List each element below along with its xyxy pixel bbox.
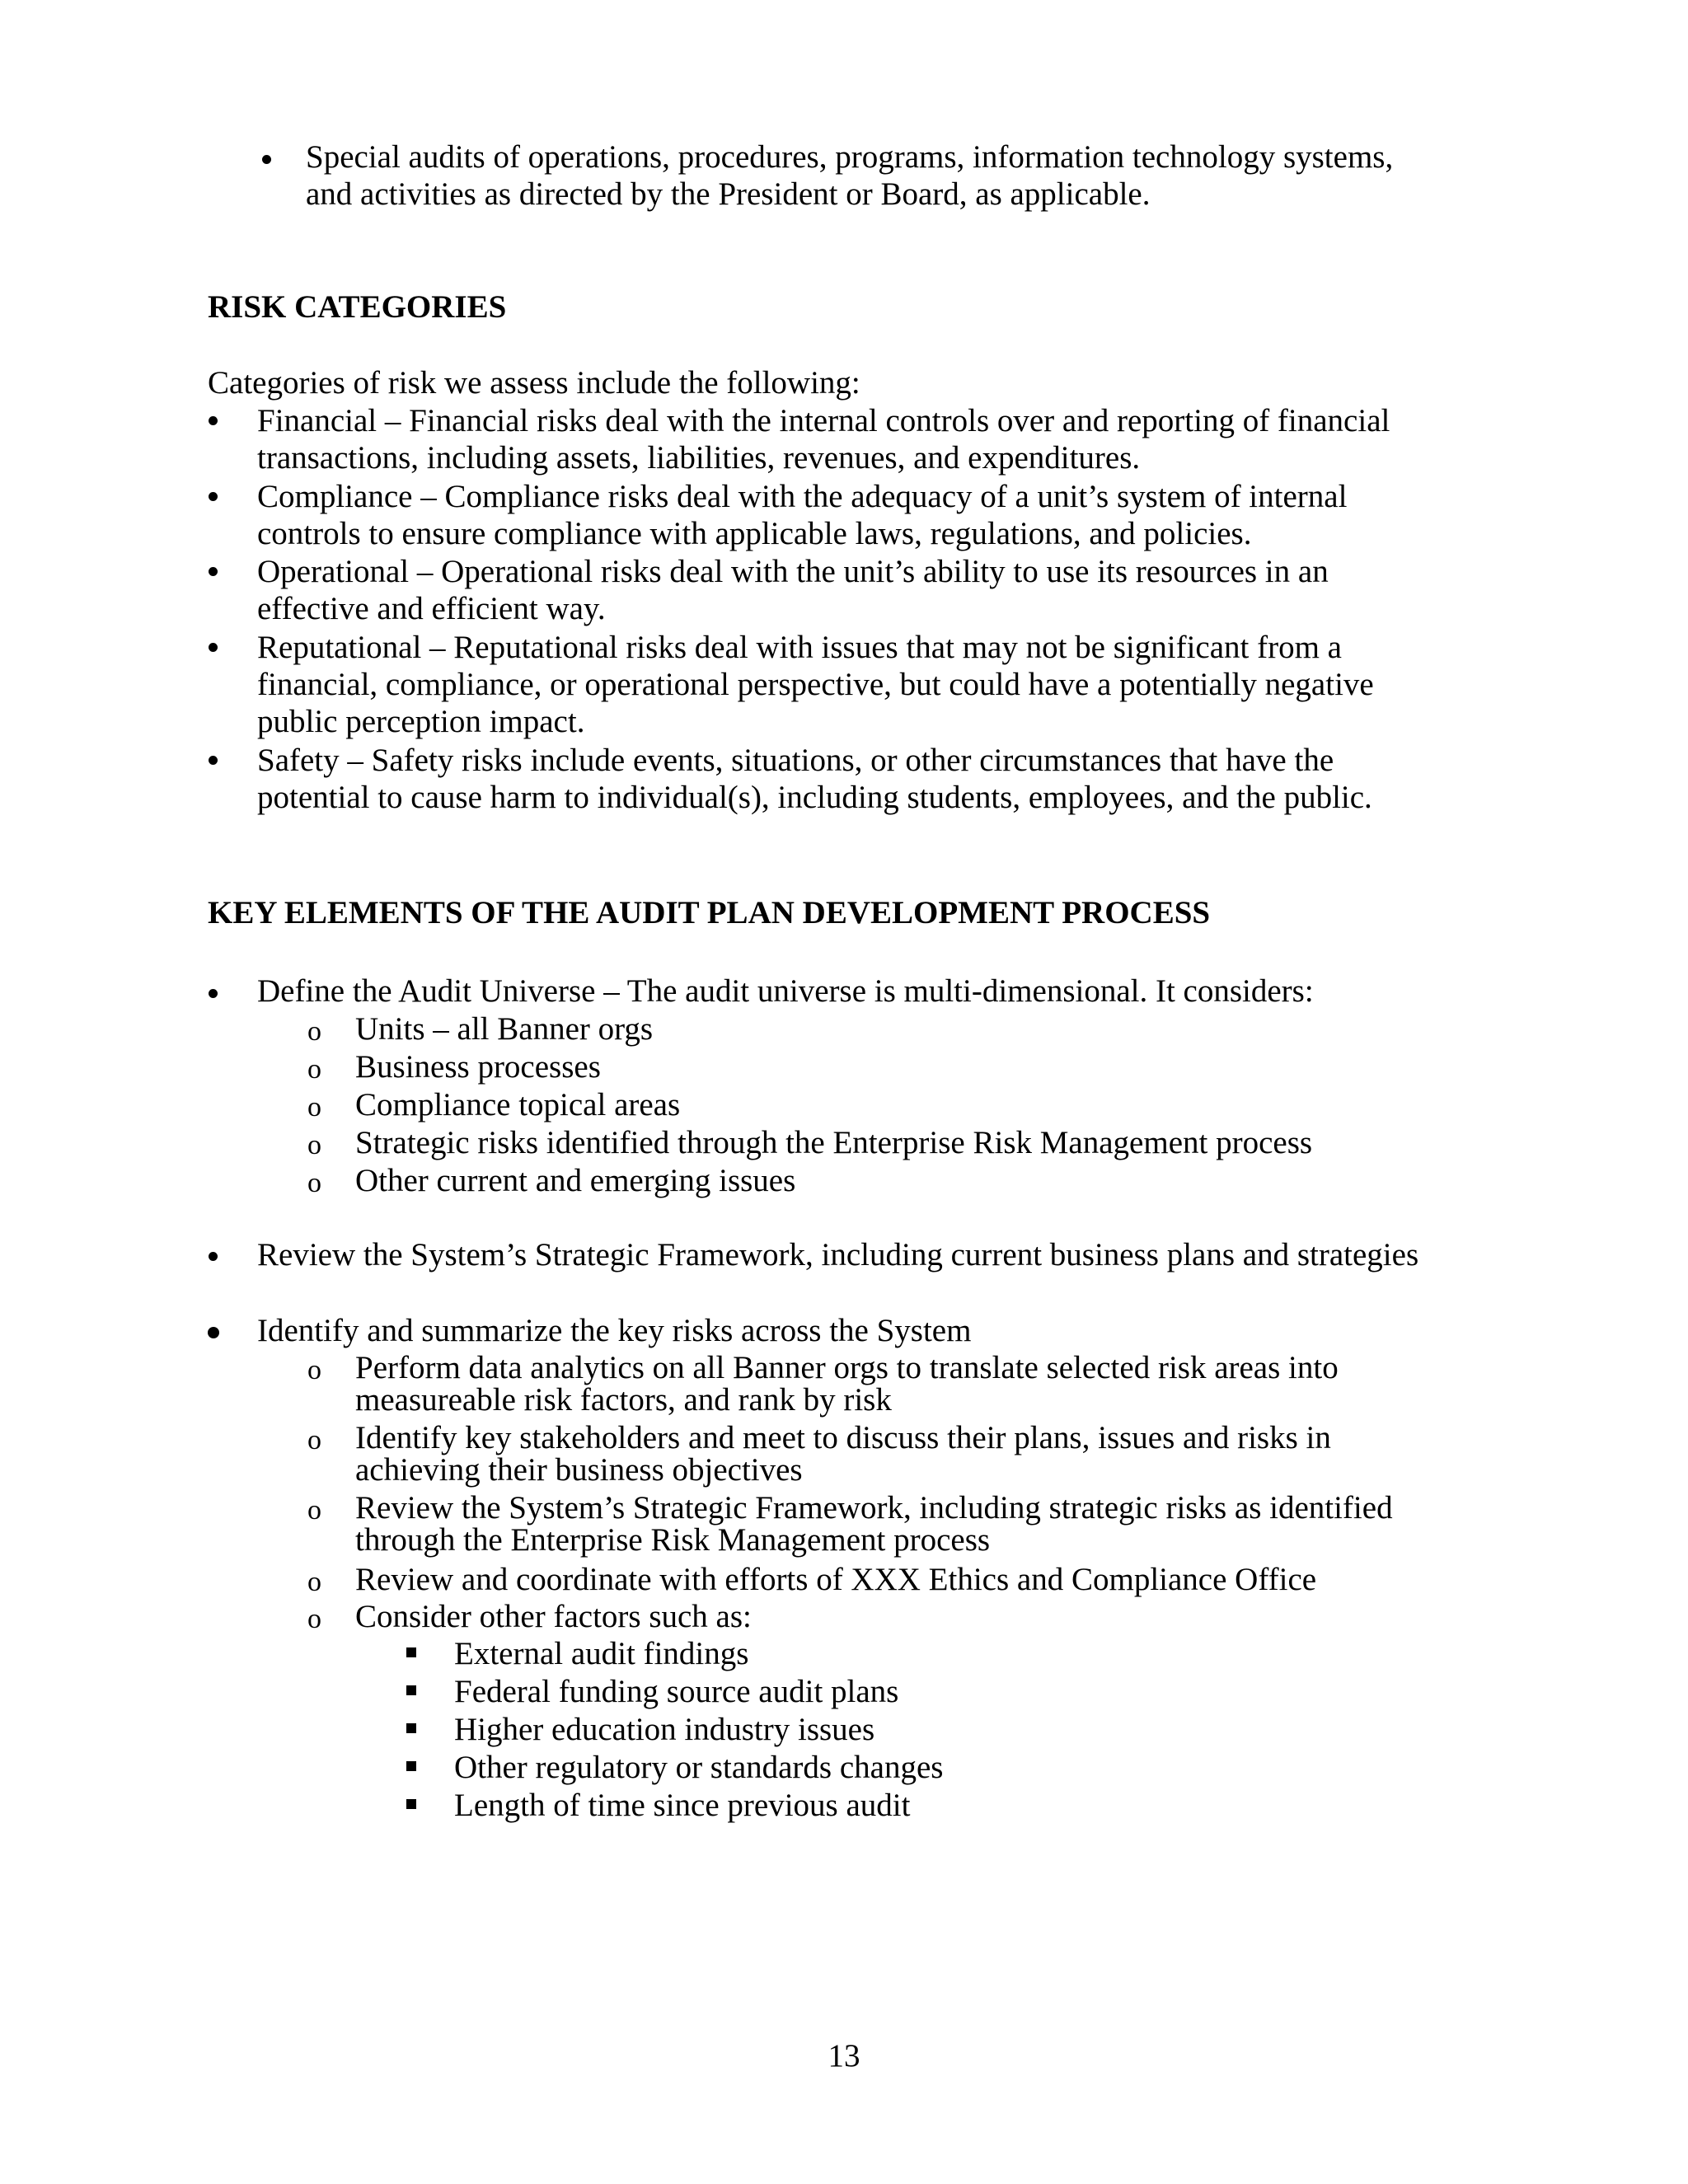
- risk-item-reputational: financial, compliance, or operational perspective, but could have a potentially negative: [257, 667, 1374, 702]
- other-factor-item: External audit findings: [454, 1636, 749, 1671]
- square-bullet-icon: [406, 1761, 416, 1771]
- intro-bullet-line: Special audits of operations, procedures, programs, information technology systems,: [306, 139, 1394, 175]
- square-bullet-icon: [406, 1647, 416, 1657]
- risk-item-financial: Financial – Financial risks deal with the internal controls over and reporting of financial: [257, 403, 1390, 438]
- identify-sub-item: Review the System’s Strategic Framework, including strategic risks as identified: [355, 1490, 1393, 1526]
- square-bullet-icon: [406, 1723, 416, 1733]
- universe-sub-item: Compliance topical areas: [355, 1087, 681, 1122]
- hollow-bullet-icon: o: [307, 1130, 321, 1160]
- key-elements-heading: KEY ELEMENTS OF THE AUDIT PLAN DEVELOPMENT PROCESS: [208, 895, 1211, 930]
- hollow-bullet-icon: o: [307, 1604, 321, 1634]
- risk-categories-heading: RISK CATEGORIES: [208, 289, 507, 325]
- review-framework-text: Review the System’s Strategic Framework, including current business plans and strategies: [257, 1237, 1419, 1272]
- bullet-icon: [209, 492, 218, 501]
- other-factor-item: Higher education industry issues: [454, 1712, 875, 1747]
- identify-sub-item: through the Enterprise Risk Management process: [355, 1522, 991, 1558]
- bullet-icon: [209, 989, 218, 998]
- other-factor-item: Length of time since previous audit: [454, 1788, 911, 1823]
- risk-item-safety: potential to cause harm to individual(s), including students, employees, and the public.: [257, 780, 1372, 815]
- other-factor-item: Other regulatory or standards changes: [454, 1750, 944, 1785]
- universe-sub-item: Strategic risks identified through the Enterprise Risk Management process: [355, 1125, 1313, 1160]
- identify-sub-item: measureable risk factors, and rank by risk: [355, 1382, 892, 1418]
- risk-item-financial: transactions, including assets, liabilities, revenues, and expenditures.: [257, 440, 1141, 476]
- identify-risks-text: Identify and summarize the key risks across the System: [257, 1313, 972, 1348]
- risk-item-safety: Safety – Safety risks include events, situations, or other circumstances that have the: [257, 743, 1334, 778]
- identify-sub-item: Perform data analytics on all Banner orgs to translate selected risk areas into: [355, 1350, 1339, 1385]
- hollow-bullet-icon: o: [307, 1054, 321, 1085]
- bullet-icon: [208, 1327, 219, 1338]
- hollow-bullet-icon: o: [307, 1092, 321, 1122]
- hollow-bullet-icon: o: [307, 1495, 321, 1526]
- risk-categories-intro: Categories of risk we assess include the following:: [208, 365, 860, 401]
- hollow-bullet-icon: o: [307, 1016, 321, 1047]
- universe-sub-item: Units – all Banner orgs: [355, 1011, 654, 1047]
- universe-sub-item: Other current and emerging issues: [355, 1163, 796, 1198]
- identify-sub-item: Review and coordinate with efforts of XXX Ethics and Compliance Office: [355, 1562, 1317, 1597]
- risk-item-reputational: Reputational – Reputational risks deal with issues that may not be significant from a: [257, 630, 1342, 665]
- bullet-icon: [209, 756, 218, 765]
- bullet-icon: [209, 643, 218, 652]
- identify-sub-item: achieving their business objectives: [355, 1452, 803, 1488]
- other-factor-item: Federal funding source audit plans: [454, 1674, 899, 1709]
- define-universe-text: Define the Audit Universe – The audit universe is multi-dimensional. It considers:: [257, 973, 1314, 1009]
- universe-sub-item: Business processes: [355, 1049, 601, 1085]
- page-number: 13: [828, 2038, 860, 2074]
- hollow-bullet-icon: o: [307, 1355, 321, 1385]
- hollow-bullet-icon: o: [307, 1168, 321, 1198]
- risk-item-compliance: controls to ensure compliance with applicable laws, regulations, and policies.: [257, 516, 1252, 551]
- identify-sub-item: Consider other factors such as:: [355, 1599, 752, 1634]
- bullet-icon: [209, 1252, 218, 1261]
- bullet-icon: [262, 155, 271, 164]
- square-bullet-icon: [406, 1685, 416, 1695]
- intro-bullet-line: and activities as directed by the President or Board, as applicable.: [306, 176, 1151, 212]
- risk-item-operational: effective and efficient way.: [257, 591, 606, 626]
- identify-sub-item: Identify key stakeholders and meet to discuss their plans, issues and risks in: [355, 1420, 1331, 1455]
- bullet-icon: [209, 416, 218, 425]
- square-bullet-icon: [406, 1799, 416, 1809]
- hollow-bullet-icon: o: [307, 1567, 321, 1597]
- risk-item-operational: Operational – Operational risks deal with the unit’s ability to use its resources in an: [257, 554, 1329, 589]
- risk-item-reputational: public perception impact.: [257, 704, 585, 739]
- bullet-icon: [209, 567, 218, 576]
- hollow-bullet-icon: o: [307, 1425, 321, 1455]
- risk-item-compliance: Compliance – Compliance risks deal with the adequacy of a unit’s system of internal: [257, 479, 1348, 514]
